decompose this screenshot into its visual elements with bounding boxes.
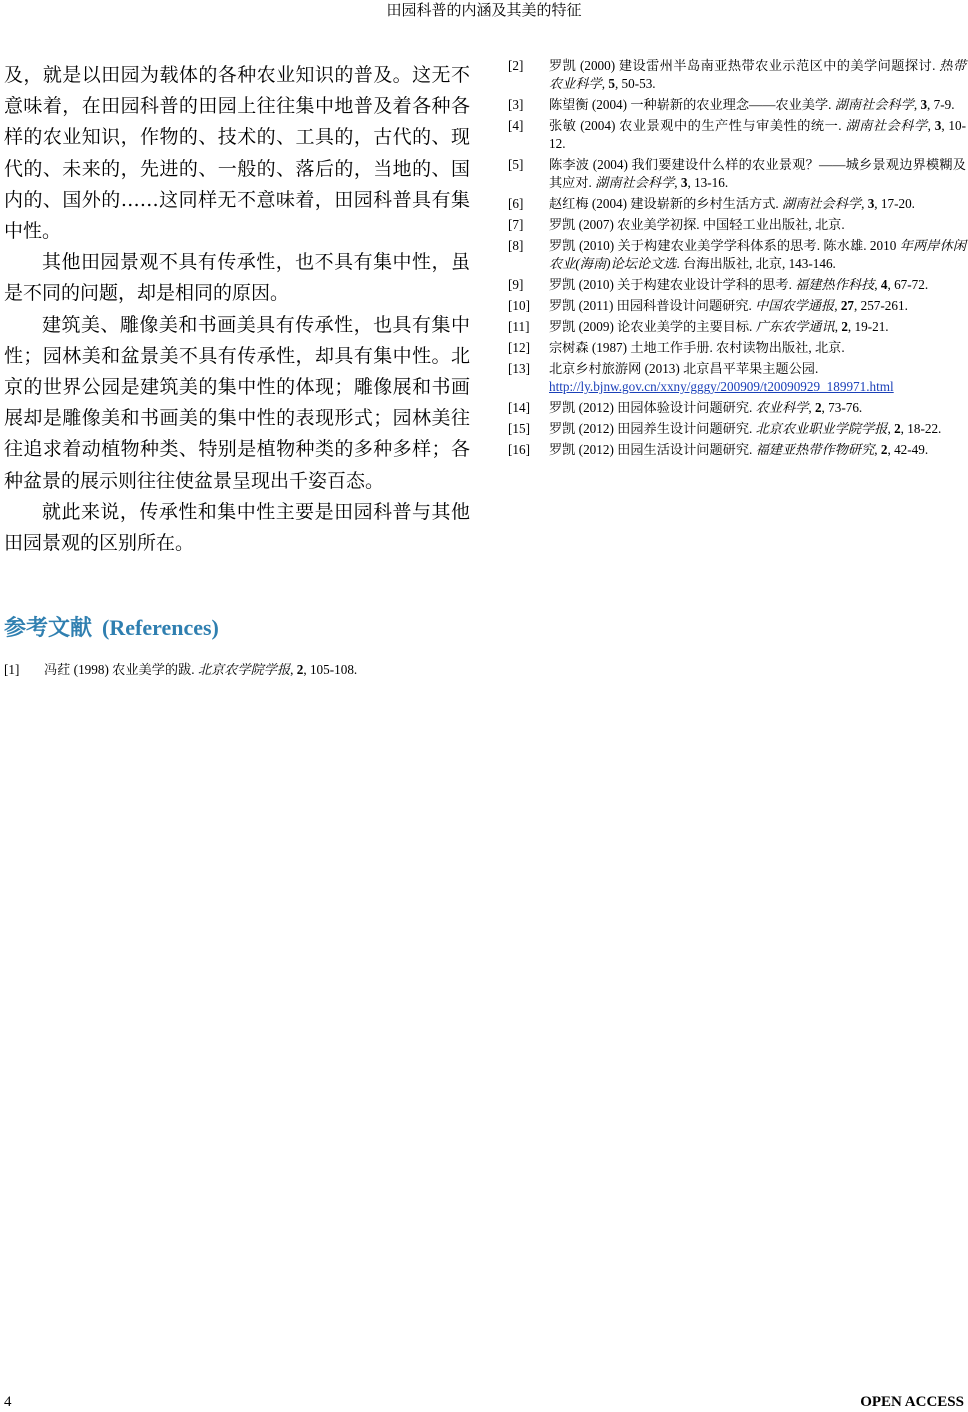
- reference-number: [5]: [508, 157, 524, 172]
- reference-volume: 3: [934, 118, 942, 133]
- reference-number: [4]: [508, 118, 524, 133]
- reference-pages: , 73-76.: [821, 400, 863, 415]
- reference-item: [508, 441, 966, 459]
- reference-journal: 年两岸休闲农业(海南)论坛论文选: [549, 238, 967, 271]
- reference-volume: 27: [840, 298, 855, 313]
- reference-text: 罗凯 (2012) 田园体验设计问题研究.: [549, 400, 756, 415]
- reference-separator: ,: [874, 442, 881, 457]
- body-paragraph: 建筑美、雕像美和书画美具有传承性，也具有集中性；园林美和盆景美不具有传承性，却具有集中性。北京的世界公园是建筑美的集中性的体现；雕像展和书画展却是雕像美和书画美的集中性的表现形式；园林美往往追求着动植物种类、特别是植物种类的多种多样；各种盆景的展示则往往使盆景呈现出千姿百态。: [4, 313, 470, 492]
- reference-volume: 2: [880, 442, 888, 457]
- reference-volume: 2: [841, 319, 848, 334]
- reference-item: [508, 276, 966, 294]
- reference-item: [4, 661, 470, 679]
- reference-journal: 湖南社会科学: [781, 196, 862, 211]
- reference-separator: ,: [290, 662, 297, 678]
- reference-journal: 湖南社会科学: [845, 118, 928, 133]
- reference-separator: ,: [861, 196, 868, 211]
- reference-journal: 热带农业科学: [549, 58, 967, 91]
- body-paragraph: 其他田园景观不具有传承性，也不具有集中性，虽是不同的问题，却是相同的原因。: [4, 251, 470, 305]
- reference-item: [508, 237, 966, 273]
- reference-pages: , 105-108.: [303, 662, 358, 678]
- reference-item: [508, 195, 966, 213]
- reference-number: [11]: [508, 319, 530, 334]
- references-heading-cn: 参考文献: [4, 615, 93, 642]
- reference-volume: 3: [920, 97, 928, 112]
- reference-item: [508, 339, 966, 357]
- reference-pages: , 19-21.: [847, 319, 889, 334]
- reference-volume: 5: [608, 76, 615, 91]
- right-column: [508, 57, 966, 462]
- reference-item: [508, 156, 966, 192]
- reference-item: [508, 420, 966, 438]
- reference-item: [508, 216, 966, 234]
- reference-pages: , 17-20.: [874, 196, 915, 211]
- left-column: [4, 60, 470, 679]
- reference-text: 罗凯 (2012) 田园养生设计问题研究.: [549, 421, 756, 436]
- reference-pages: , 50-53.: [614, 76, 656, 91]
- reference-separator: ,: [834, 298, 841, 313]
- reference-link[interactable]: http://ly.bjnw.gov.cn/xxny/gggy/200909/t20090929_189971.html: [549, 379, 894, 394]
- reference-pages: , 67-72.: [887, 277, 929, 292]
- reference-text: 北京乡村旅游网 (2013) 北京昌平苹果主题公园.: [549, 361, 819, 376]
- reference-volume: 3: [867, 196, 875, 211]
- references-heading: [4, 613, 470, 643]
- reference-journal: 农业科学: [755, 400, 809, 415]
- reference-number: [1]: [4, 662, 20, 678]
- reference-pages: , 42-49.: [887, 442, 929, 457]
- reference-text: 罗凯 (2011) 田园科普设计问题研究.: [549, 298, 756, 313]
- body-paragraph: 就此来说，传承性和集中性主要是田园科普与其他田园景观的区别所在。: [4, 500, 470, 555]
- reference-item: [508, 297, 966, 315]
- reference-journal: 北京农业职业学院学报: [755, 421, 888, 436]
- reference-text: 罗凯 (2010) 关于构建农业设计学科的思考.: [549, 277, 796, 292]
- reference-pages: , 257-261.: [854, 298, 908, 313]
- reference-number: [16]: [508, 442, 530, 457]
- reference-text: 赵红梅 (2004) 建设崭新的乡村生活方式.: [549, 196, 782, 211]
- reference-journal: 广东农学通讯: [755, 319, 835, 334]
- reference-separator: ,: [874, 277, 881, 292]
- reference-journal: 中国农学通报: [755, 298, 835, 313]
- reference-separator: . 台海出版社, 北京, 143-146.: [676, 256, 836, 271]
- reference-number: [8]: [508, 238, 524, 253]
- reference-pages: , 7-9.: [927, 97, 955, 112]
- reference-text: 陈望衡 (2004) 一种崭新的农业理念——农业美学.: [549, 97, 835, 112]
- reference-separator: ,: [927, 118, 935, 133]
- reference-item: [508, 318, 966, 336]
- reference-journal: 北京农学院学报: [197, 662, 291, 678]
- reference-text: 罗凯 (2012) 田园生活设计问题研究.: [549, 442, 756, 457]
- reference-journal: 福建热作科技: [795, 277, 875, 292]
- page-number: 4: [4, 1394, 12, 1410]
- open-access-label: OPEN ACCESS: [860, 1394, 964, 1410]
- reference-separator: ,: [674, 175, 681, 190]
- running-header: 田园科普的内涵及其美的特征: [386, 1, 582, 19]
- reference-pages: , 13-16.: [687, 175, 729, 190]
- reference-separator: ,: [887, 421, 895, 436]
- reference-separator: ,: [834, 319, 842, 334]
- reference-number: [14]: [508, 400, 530, 415]
- reference-number: [12]: [508, 340, 530, 355]
- reference-item: [508, 117, 966, 153]
- reference-text: 宗树森 (1987) 土地工作手册. 农村读物出版社, 北京.: [549, 340, 845, 355]
- reference-text: 罗凯 (2009) 论农业美学的主要目标.: [549, 319, 756, 334]
- reference-item: [508, 399, 966, 417]
- reference-number: [3]: [508, 97, 524, 112]
- reference-text: 张敏 (2004) 农业景观中的生产性与审美性的统一.: [549, 118, 846, 133]
- reference-number: [9]: [508, 277, 524, 292]
- reference-separator: ,: [808, 400, 815, 415]
- reference-number: [10]: [508, 298, 530, 313]
- reference-number: [7]: [508, 217, 524, 232]
- references-heading-en: (References): [102, 615, 219, 641]
- reference-volume: 2: [894, 421, 901, 436]
- reference-number: [2]: [508, 58, 524, 73]
- reference-number: [15]: [508, 421, 530, 436]
- reference-text: 罗凯 (2000) 建设雷州半岛南亚热带农业示范区中的美学问题探讨.: [549, 58, 940, 73]
- body-paragraph: 及，就是以田园为载体的各种农业知识的普及。这无不意味着，在田园科普的田园上往往集中地普及着各种各样的农业知识，作物的、技术的、工具的，古代的、现代的、未来的，先进的、一般的、落后的，当地的、国内的、国外的……这同样无不意味着，田园科普具有集中性。: [4, 64, 470, 243]
- reference-number: [6]: [508, 196, 524, 211]
- reference-text: 罗凯 (2007) 农业美学初探. 中国轻工业出版社, 北京.: [549, 217, 845, 232]
- reference-pages: , 18-22.: [900, 421, 942, 436]
- reference-volume: 2: [814, 400, 822, 415]
- reference-volume: 2: [296, 662, 304, 678]
- reference-text: 冯荭 (1998) 农业美学的跋.: [44, 662, 198, 678]
- reference-journal: 湖南社会科学: [595, 175, 675, 190]
- reference-volume: 3: [680, 175, 688, 190]
- reference-item: [508, 96, 966, 114]
- reference-text: 陈李波 (2004) 我们要建设什么样的农业景观？——城乡景观边界模糊及其应对.: [549, 157, 966, 190]
- reference-journal: 福建亚热带作物研究: [755, 442, 875, 457]
- reference-item: [508, 57, 966, 93]
- reference-journal: 湖南社会科学: [834, 97, 914, 112]
- reference-separator: ,: [913, 97, 921, 112]
- reference-item: [508, 360, 966, 396]
- reference-list-right: [508, 57, 966, 459]
- reference-separator: ,: [601, 76, 609, 91]
- reference-volume: 4: [880, 277, 888, 292]
- reference-list-left: [4, 661, 470, 679]
- reference-pages: , 10-12.: [549, 118, 966, 151]
- reference-text: 罗凯 (2010) 关于构建农业美学学科体系的思考. 陈水雄. 2010: [549, 238, 900, 253]
- reference-number: [13]: [508, 361, 530, 376]
